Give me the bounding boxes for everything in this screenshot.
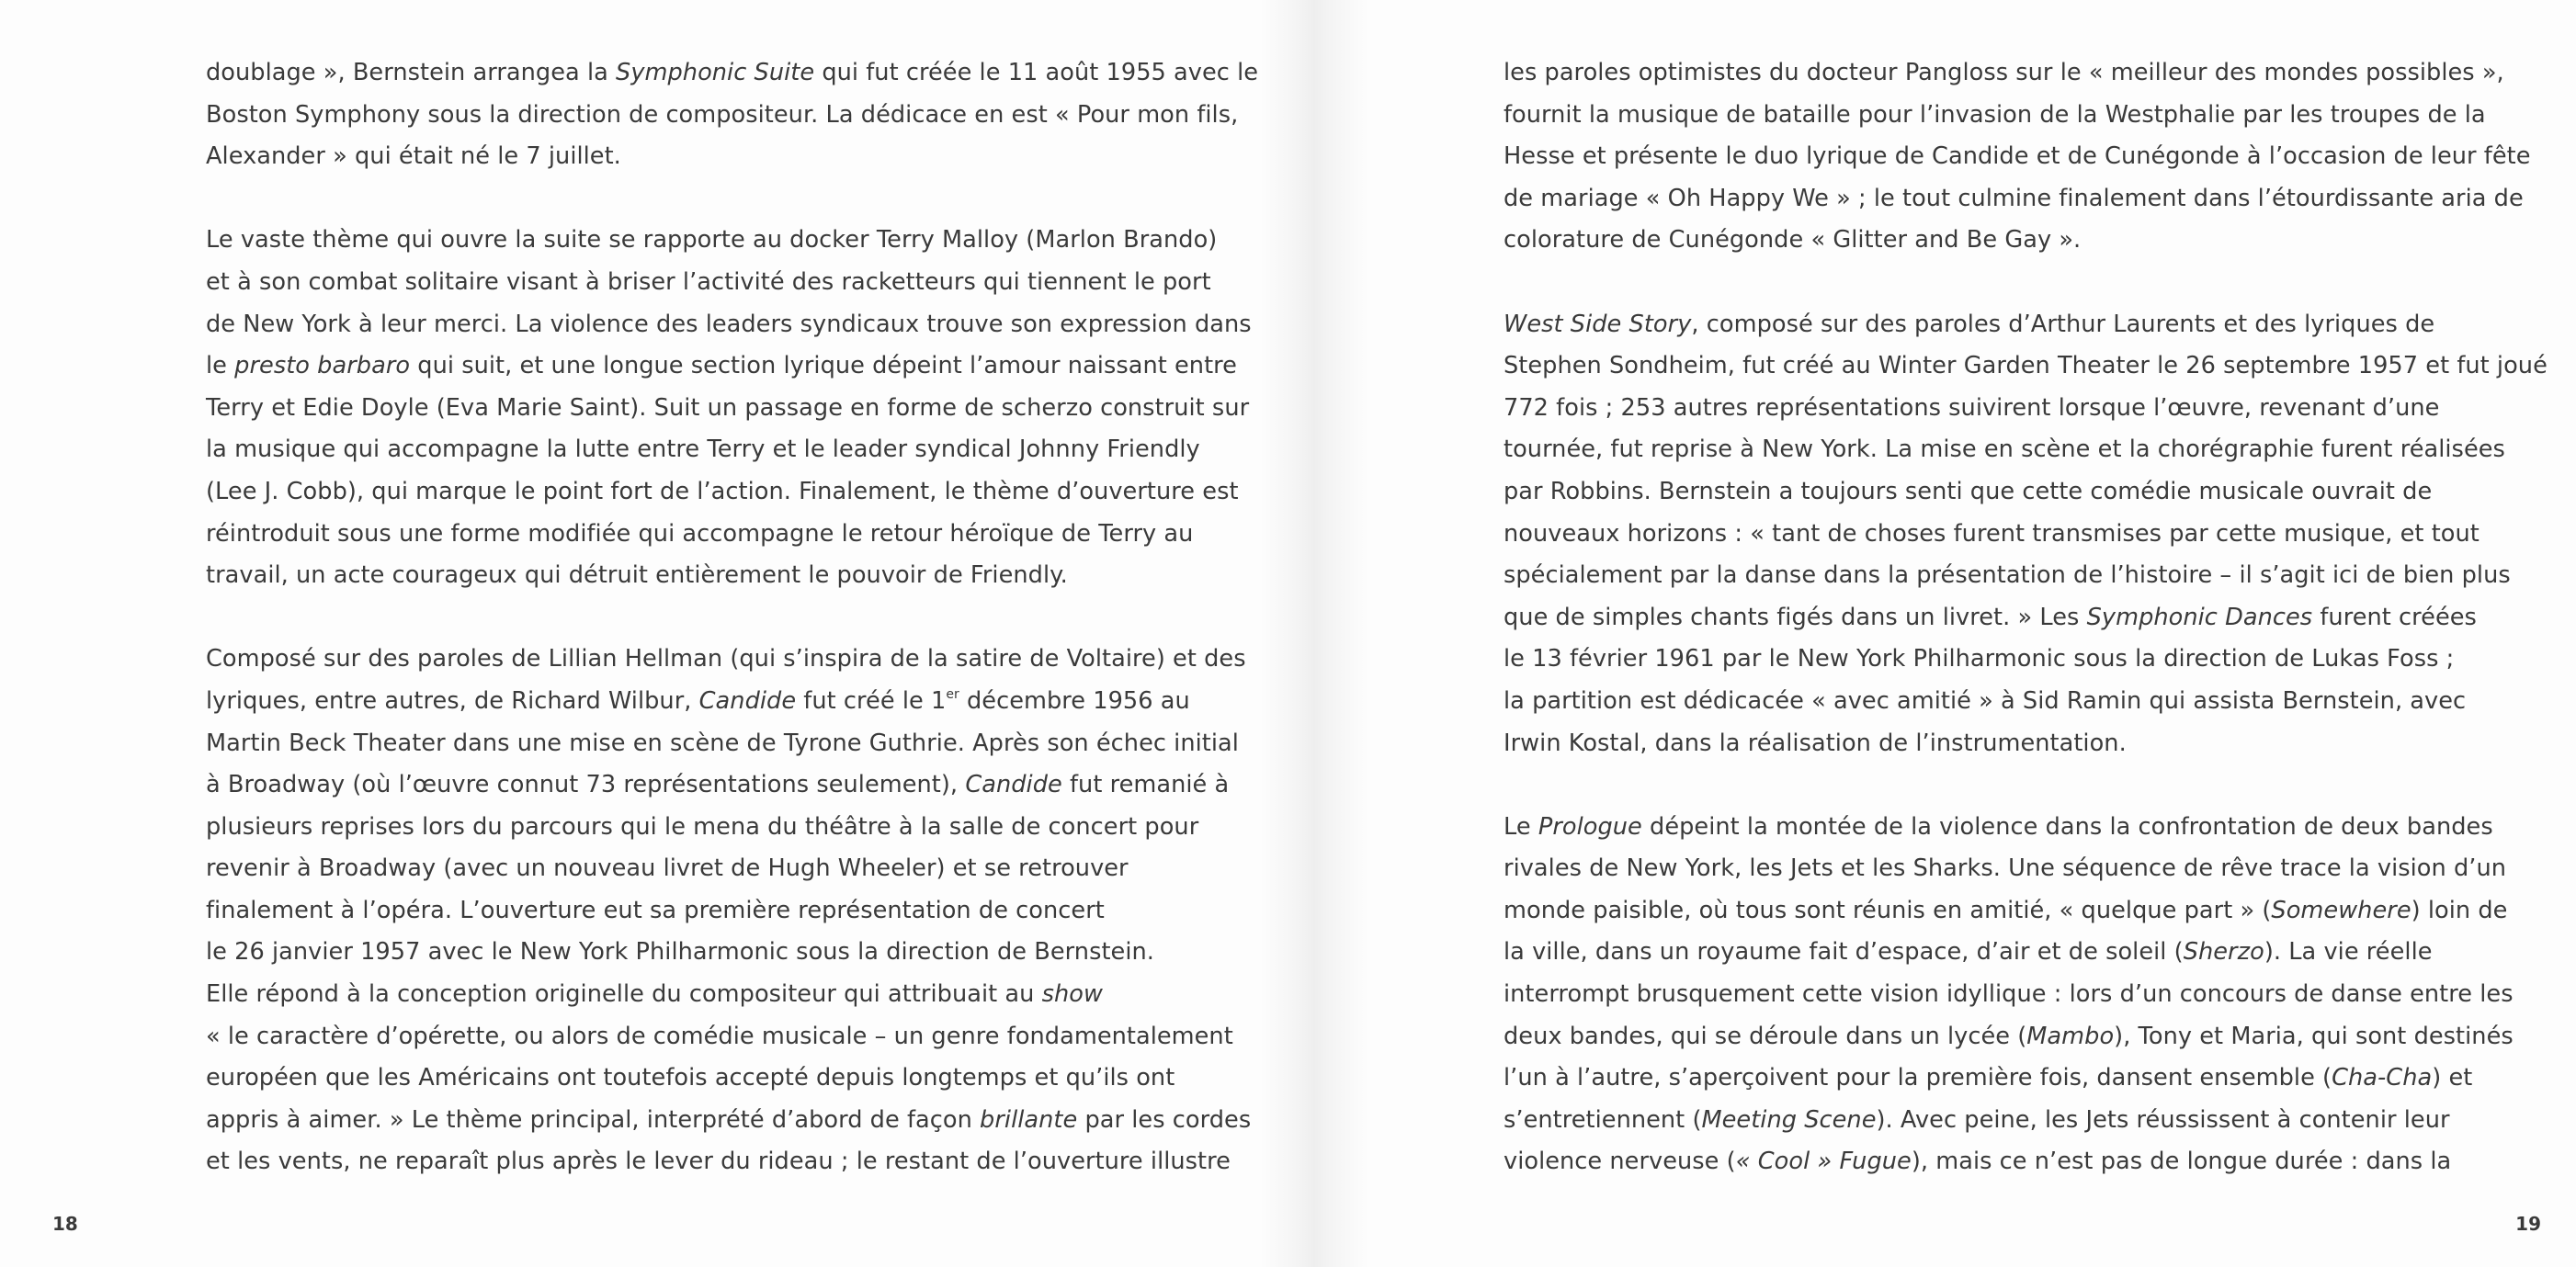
text-line: Boston Symphony sous la direction de compositeur. La dédicace en est « Pour mon fils, — [206, 100, 1239, 129]
text-line: et les vents, ne reparaît plus après le lever du rideau ; le restant de l’ouverture illustre — [206, 1148, 1231, 1176]
text-line: interrompt brusquement cette vision idyllique : lors d’un concours de danse entre les — [1504, 980, 2514, 1009]
paragraph — [206, 52, 1272, 178]
text-line: Irwin Kostal, dans la réalisation de l’instrumentation. — [1504, 729, 2127, 757]
text-line: travail, un acte courageux qui détruit entièrement le pouvoir de Friendly. — [206, 561, 1068, 590]
text-line: monde paisible, où tous sont réunis en amitié, « quelque part » (Somewhere) loin de — [1504, 896, 2508, 924]
text-line: le 13 février 1961 par le New York Philharmonic sous la direction de Lukas Foss ; — [1504, 645, 2455, 673]
text-line: (Lee J. Cobb), qui marque le point fort de l’action. Finalement, le thème d’ouverture est — [206, 477, 1239, 505]
text-line: de mariage « Oh Happy We » ; le tout culmine finalement dans l’étourdissante aria de — [1504, 184, 2524, 212]
text-line: Terry et Edie Doyle (Eva Marie Saint). Suit un passage en forme de scherzo construit sur — [206, 393, 1250, 422]
text-line: doublage », Bernstein arrangea la Symphonic Suite qui fut créée le 11 août 1955 avec le — [206, 59, 1259, 86]
text-line: et à son combat solitaire visant à briser l’activité des racketteurs qui tiennent le port — [206, 267, 1211, 296]
text-line: Hesse et présente le duo lyrique de Candide et de Cunégonde à l’occasion de leur fête — [1504, 142, 2531, 171]
text-line: revenir à Broadway (avec un nouveau livret de Hugh Wheeler) et se retrouver — [206, 854, 1129, 883]
text-line: tournée, fut reprise à New York. La mise en scène et la chorégraphie furent réalisées — [1504, 436, 2505, 464]
page-number: 18 — [52, 1213, 78, 1235]
text-line: Stephen Sondheim, fut créé au Winter Garden Theater le 26 septembre 1957 et fut joué — [1504, 352, 2548, 380]
text-line: que de simples chants figés dans un livret. » Les Symphonic Dances furent créées — [1504, 603, 2477, 631]
text-line: le 26 janvier 1957 avec le New York Philharmonic sous la direction de Bernstein. — [206, 938, 1154, 967]
text-line: par Robbins. Bernstein a toujours senti que cette comédie musicale ouvrait de — [1504, 477, 2433, 505]
text-line: appris à aimer. » Le thème principal, interprété d’abord de façon brillante par les cordes — [206, 1105, 1252, 1134]
text-line: rivales de New York, les Jets et les Sharks. Une séquence de rêve trace la vision d’un — [1504, 854, 2506, 883]
text-line: la musique qui accompagne la lutte entre Terry et le leader syndical Johnny Friendly — [206, 436, 1200, 464]
left-page — [0, 0, 1287, 1267]
paragraph — [206, 639, 1272, 1183]
text-line: la partition est dédicacée « avec amitié » à Sid Ramin qui assista Bernstein, avec — [1504, 686, 2467, 715]
text-line: Le Prologue dépeint la montée de la violence dans la confrontation de deux bandes — [1504, 812, 2493, 841]
text-line: la ville, dans un royaume fait d’espace, d’air et de soleil (Sherzo). La vie réelle — [1504, 938, 2433, 967]
paragraph — [1504, 304, 2570, 765]
text-line: spécialement par la danse dans la présentation de l’histoire – il s’agit ici de bien plus — [1504, 561, 2511, 590]
text-line: finalement à l’opéra. L’ouverture eut sa première représentation de concert — [206, 896, 1105, 924]
page-number: 19 — [2515, 1213, 2541, 1235]
left-page-text — [206, 52, 1272, 1226]
text-line: colorature de Cunégonde « Glitter and Be Gay ». — [1504, 226, 2082, 255]
text-line: Elle répond à la conception originelle du compositeur qui attribuait au show — [206, 980, 1103, 1009]
text-line: « le caractère d’opérette, ou alors de comédie musicale – un genre fondamentalement — [206, 1022, 1233, 1050]
text-line: Composé sur des paroles de Lillian Hellman (qui s’inspira de la satire de Voltaire) et des — [206, 645, 1246, 673]
text-line: Martin Beck Theater dans une mise en scène de Tyrone Guthrie. Après son échec initial — [206, 729, 1239, 757]
text-line: l’un à l’autre, s’aperçoivent pour la première fois, dansent ensemble (Cha-Cha) et — [1504, 1064, 2473, 1092]
text-line: Le vaste thème qui ouvre la suite se rapporte au docker Terry Malloy (Marlon Brando) — [206, 226, 1218, 255]
paragraph — [1504, 52, 2570, 262]
text-line: de New York à leur merci. La violence des leaders syndicaux trouve son expression dans — [206, 310, 1252, 338]
text-line: européen que les Américains ont toutefois accepté depuis longtemps et qu’ils ont — [206, 1064, 1175, 1092]
text-line: Alexander » qui était né le 7 juillet. — [206, 142, 621, 171]
text-line: deux bandes, qui se déroule dans un lycée (Mambo), Tony et Maria, qui sont destinés — [1504, 1022, 2514, 1050]
text-line: 772 fois ; 253 autres représentations suivirent lorsque l’œuvre, revenant d’une — [1504, 393, 2440, 422]
text-line: lyriques, entre autres, de Richard Wilbur, Candide fut créé le 1er décembre 1956 au — [206, 686, 1190, 715]
text-line: plusieurs reprises lors du parcours qui le mena du théâtre à la salle de concert pour — [206, 812, 1199, 841]
right-page — [1287, 0, 2576, 1267]
paragraph — [1504, 807, 2570, 1183]
text-line: les paroles optimistes du docteur Pangloss sur le « meilleur des mondes possibles », — [1504, 59, 2504, 86]
text-line: violence nerveuse (« Cool » Fugue), mais ce n’est pas de longue durée : dans la — [1504, 1148, 2452, 1176]
text-line: à Broadway (où l’œuvre connut 73 représentations seulement), Candide fut remanié à — [206, 771, 1230, 799]
text-line: West Side Story, composé sur des paroles d’Arthur Laurents et des lyriques de — [1504, 310, 2435, 338]
text-line: réintroduit sous une forme modifiée qui accompagne le retour héroïque de Terry au — [206, 519, 1194, 548]
text-line: s’entretiennent (Meeting Scene). Avec peine, les Jets réussissent à contenir leur — [1504, 1105, 2450, 1134]
text-line: nouveaux horizons : « tant de choses furent transmises par cette musique, et tout — [1504, 519, 2480, 548]
text-line: fournit la musique de bataille pour l’invasion de la Westphalie par les troupes de la — [1504, 100, 2486, 129]
paragraph — [206, 220, 1272, 596]
text-line: le presto barbaro qui suit, et une longue section lyrique dépeint l’amour naissant entre — [206, 352, 1237, 380]
right-page-text — [1504, 52, 2570, 1226]
